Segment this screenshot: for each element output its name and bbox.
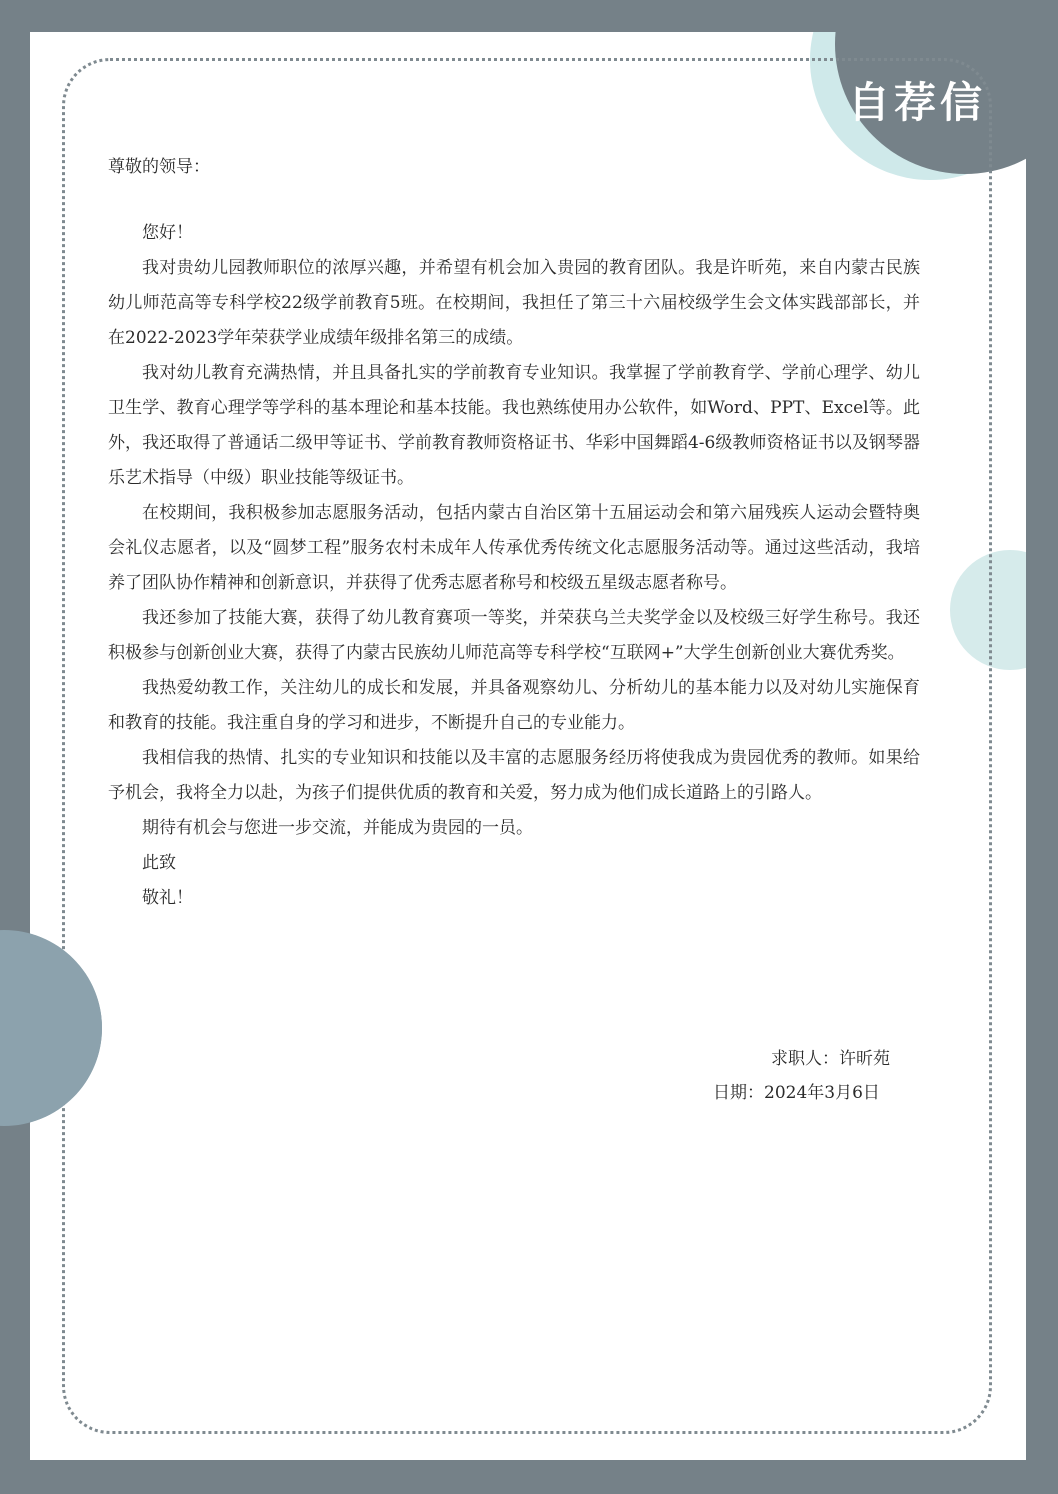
paragraph-skills: 我对幼儿教育充满热情，并且具备扎实的学前教育专业知识。我掌握了学前教育学、学前心理学、幼儿卫生学、教育心理学等学科的基本理论和基本技能。我也熟练使用办公软件，如Word、PPT、Excel等。此外，我还取得了普通话二级甲等证书、学前教育教师资格证书、华彩中国舞蹈4-6级教师资格证书以及钢琴器乐艺术指导（中级）职业技能等级证书。 — [108, 363, 920, 488]
paragraph-confidence: 我相信我的热情、扎实的专业知识和技能以及丰富的志愿服务经历将使我成为贵园优秀的教师。如果给予机会，我将全力以赴，为孩子们提供优质的教育和关爱，努力成为他们成长道路上的引路人。 — [108, 748, 920, 803]
paragraph-passion: 我热爱幼教工作，关注幼儿的成长和发展，并具备观察幼儿、分析幼儿的基本能力以及对幼儿实施保育和教育的技能。我注重自身的学习和进步，不断提升自己的专业能力。 — [108, 678, 920, 733]
paragraph-expectation: 期待有机会与您进一步交流，并能成为贵园的一员。 — [142, 818, 533, 838]
letter-page — [30, 32, 1026, 1460]
paragraph-intro: 我对贵幼儿园教师职位的浓厚兴趣，并希望有机会加入贵园的教育团队。我是许昕苑，来自内蒙古民族幼儿师范高等专科学校22级学前教育5班。在校期间，我担任了第三十六届校级学生会文体实践部部长，并在2022-2023学年荣获学业成绩年级排名第三的成绩。 — [108, 258, 920, 348]
letter-date: 日期：2024年3月6日 — [713, 1083, 880, 1103]
signature-block — [713, 1042, 890, 1110]
closing-1: 此致 — [142, 853, 176, 873]
salutation: 尊敬的领导： — [108, 157, 210, 177]
applicant-name: 求职人：许昕苑 — [771, 1049, 890, 1069]
greeting: 您好！ — [142, 223, 193, 243]
letter-body — [108, 216, 920, 916]
paragraph-volunteer: 在校期间，我积极参加志愿服务活动，包括内蒙古自治区第十五届运动会和第六届残疾人运动会暨特奥会礼仪志愿者，以及“圆梦工程”服务农村未成年人传承优秀传统文化志愿服务活动等。通过这些活动，我培养了团队协作精神和创新意识，并获得了优秀志愿者称号和校级五星级志愿者称号。 — [108, 503, 920, 593]
paragraph-awards: 我还参加了技能大赛，获得了幼儿教育赛项一等奖，并荣获乌兰夫奖学金以及校级三好学生称号。我还积极参与创新创业大赛，获得了内蒙古民族幼儿师范高等专科学校“互联网+”大学生创新创业大赛优秀奖。 — [108, 608, 920, 663]
page-title: 自荐信 — [848, 78, 987, 127]
closing-2: 敬礼！ — [142, 888, 193, 908]
